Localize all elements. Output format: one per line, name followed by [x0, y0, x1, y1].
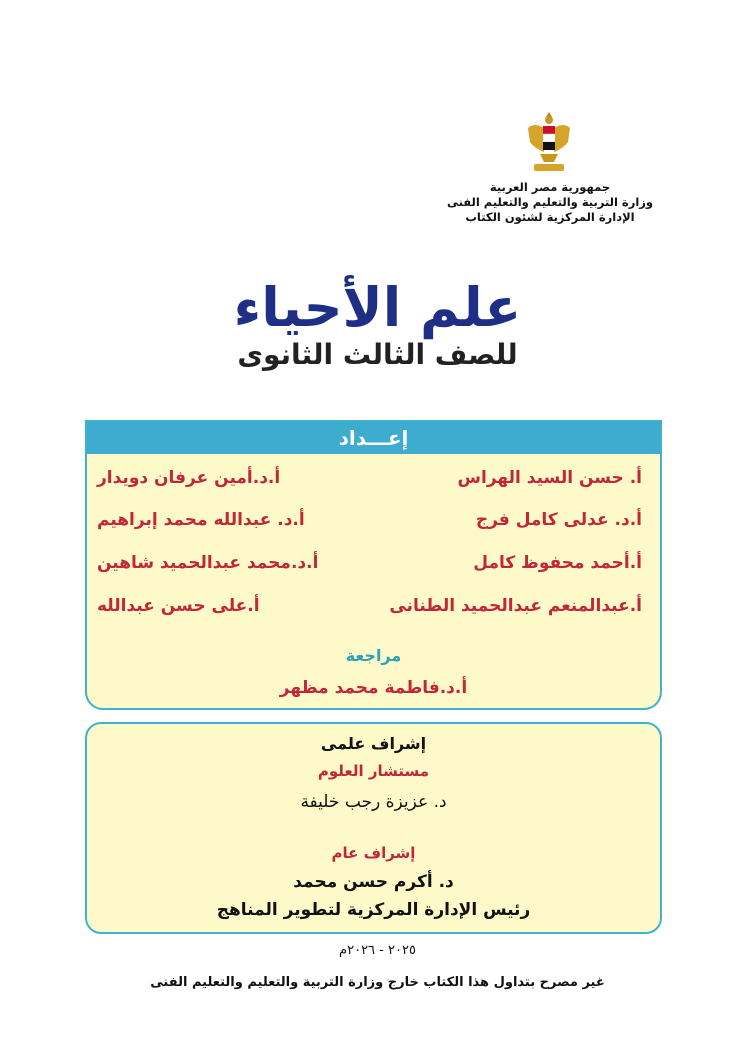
author-name: أ.أحمد محفوظ كامل: [473, 553, 642, 573]
book-subtitle: للصف الثالث الثانوى: [237, 338, 518, 371]
preparation-heading: إعـــداد: [87, 422, 660, 454]
ministry-line: وزارة التربية والتعليم والتعليم الفنى: [446, 195, 654, 209]
preparation-box: [85, 420, 662, 710]
scientific-supervision-label: إشراف علمى: [320, 734, 427, 753]
author-name: أ.على حسن عبدالله: [97, 596, 260, 616]
review-label: مراجعة: [345, 646, 402, 665]
ministry-header: [440, 180, 660, 225]
reviewer-name: أ.د.فاطمة محمد مظهر: [279, 678, 468, 698]
book-title: علم الأحياء: [233, 276, 522, 339]
author-name: أ.د. عبدالله محمد إبراهيم: [97, 510, 305, 530]
general-supervisor-name: د. أكرم حسن محمد: [293, 872, 454, 892]
author-name: أ.د.محمد عبدالحميد شاهين: [97, 553, 319, 573]
supervision-box: [85, 722, 662, 934]
eagle-emblem-icon: [524, 108, 574, 178]
author-name: أ.عبدالمنعم عبدالحميد الطنانى: [389, 596, 642, 616]
general-supervisor-title: رئيس الإدارة المركزية لتطوير المناهج: [216, 900, 531, 920]
advisor-title: مستشار العلوم: [317, 762, 430, 780]
author-name: أ.د.أمين عرفان دويدار: [97, 468, 281, 488]
ministry-line: الإدارة المركزية لشئون الكتاب: [465, 210, 635, 224]
author-name: أ.د. عدلى كامل فرج: [475, 510, 642, 530]
general-supervision-label: إشراف عام: [331, 844, 416, 862]
academic-year: ٢٠٢٥ - ٢٠٢٦م: [339, 943, 416, 958]
distribution-notice: غير مصرح بتداول هذا الكتاب خارج وزارة التربية والتعليم والتعليم الفنى: [150, 975, 605, 990]
author-name: أ. حسن السيد الهراس: [457, 468, 642, 488]
advisor-name: د. عزيزة رجب خليفة: [300, 792, 447, 812]
ministry-line: جمهورية مصر العربية: [489, 180, 611, 194]
